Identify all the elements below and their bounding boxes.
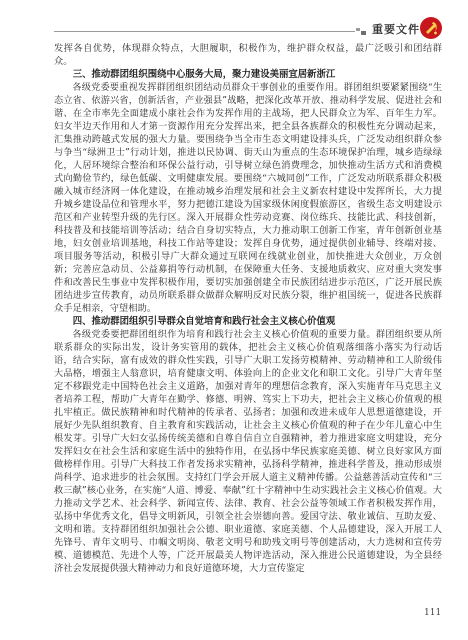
header-title: 重要文件: [372, 23, 420, 36]
party-emblem-icon: [419, 16, 443, 40]
header-rule: [54, 31, 355, 32]
document-body: [54, 42, 442, 602]
body-paragraph: 各级党委要重视发挥群团组织团结动员群众干事创业的重要作用。群团组织要紧紧围绕“生态立省、依游兴省，创新活省，产业强县”战略，把深化改革开放、推动科学发展、促进社会和谐、在全市率先全面建成小康社会作为发挥作用的主战场，把人民群众立为军、百年生力军。妇女半边天作用和人才第一资源作用充分发挥出来，把全县各族群众的积极性充分调动起来，汇集推动跨越式发展的强大力量。要围绕争当全市生态文明建设排头兵，广泛发动组织群众参与争当“绿洲卫士”行动计划，推进以民协调、街天山为重点的生态环境保护治理，城乡造绿绿化，人居环境综合整治和环保公益行动，引导树立绿色消费理念，加快推动生活方式和消费模式向勤俭节约，绿色低碳、文明健康发展。要围绕“六城同创”工作，广泛发动所联系群众积极融入城市经济网一体化建设，在推动城乡治理发展和社会主义新农村建设中发挥所长，大力提升城乡建设品位和管理水平，努力把德江建设为国家级休闲度假旅游区，省级生态文明建设示范区和产业转型升级的先行区。深入开展群众性劳动竞赛、岗位练兵、技能比武、科技创新，科技普及和技能培训等活动；结合自身切实特点，大力推动职工创新工作室，青年创新创业基地，妇女创业培训基地，科技工作站等建设；发挥自身优势，通过提供创业辅导、终端对接、项目服务等活动，积极引导广大群众通过互联网在线就业创业，加快推进大众创业，万众创新；完善应急动员、公益募捐等行动机制，在保障重大任务、支援地质救灾、应对重大突发事件和改善民生事业中发挥积极作用，要切实加强创建全市民族团结进步示范区，广泛开展民族团结进步宣传教育，动员所联系群众做群众解明反对民族分裂，维护祖国统一，促进各民族群众手足相亲，守望相助。: [54, 82, 442, 314]
header-ornament-icon: [356, 28, 366, 35]
running-header: [0, 0, 468, 48]
page-number: 111: [424, 608, 442, 618]
body-paragraph: 发挥各自优势，体现群众特点，大胆履职，积极作为，维护群众权益，最广泛吸引和团结群众。: [54, 43, 442, 67]
section-heading: 三、推动群团组织围绕中心服务大局，聚力建设美丽宜居新浙江: [72, 69, 336, 80]
section-heading: 四、推动群团组织引导群众自觉培育和践行社会主义核心价值观: [72, 316, 336, 327]
body-paragraph: 各级党委要把群团组织作为培育和践行社会主义核心价值观的重要力量。群团组织要从所联系群众的实际出发，设计务实管用的载体，把社会主义核心价值观落细落小落实为行动话语，结合实际，富有成效的群众性实践，引导广大职工发扬劳模精神、劳动精神和工人阶级伟大品格，增强主人翁意识，培育健康文明、体验向上的企业文化和职工文化。引导广大青年坚定不移跟党走中国特色社会主义道路，加强对青年的理想信念教育，深入实施青年马克思主义者培养工程，帮助广大青年在勤学、修德、明辨、笃实上下功夫，把社会主义核心价值观的根扎牢植正。做民族精神和时代精神的传承者、弘扬者；加强和改进未成年人思想道德建设，开展好少先队组织教育、自主教育和实践活动，让社会主义核心价值观的种子在少年儿童心中生根发芽。引导广大妇女弘扬传统美德和自尊自信自立自强精神，着力推进家庭文明建设，充分发挥妇女在社会生活和家庭生活中的独特作用，在弘扬中华民族家庭美德、树立良好家风方面做榜样作用。引导广大科技工作者发扬求实精神，弘扬科学精神，推进科学普及，推动形成崇尚科学、追求进步的社会氛围。支持红门学会开展人道主义精神传播。公益慈善活动宣传和“三救三献”核心业务，在实施“人道、博爱、奉献”红十字精神中生动实践社会主义核心价值观。大力推动文学艺术、社会科学、新闻宣传、法律、教育、社会公益等领域工作者积极发挥作用，弘扬中华优秀文化，倡导文明新风，引领全社会崇德向善。爱国守法、敬业诚信、互助友爱、文明和谐。支持群团组织加强社会公德、职业道德、家庭美德、个人品德建设，深入开展工人先锋号、青年文明号、巾帼文明岗、敬老文明号和助残文明号等创建活动，大力选树和宣传劳模、道德模范、先进个人等，广泛开展最美人物评选活动，深入推进公民道德建设，为全县经济社会发展提供强大精神动力和良好道德环境，大力宣传鉴定: [54, 329, 442, 574]
